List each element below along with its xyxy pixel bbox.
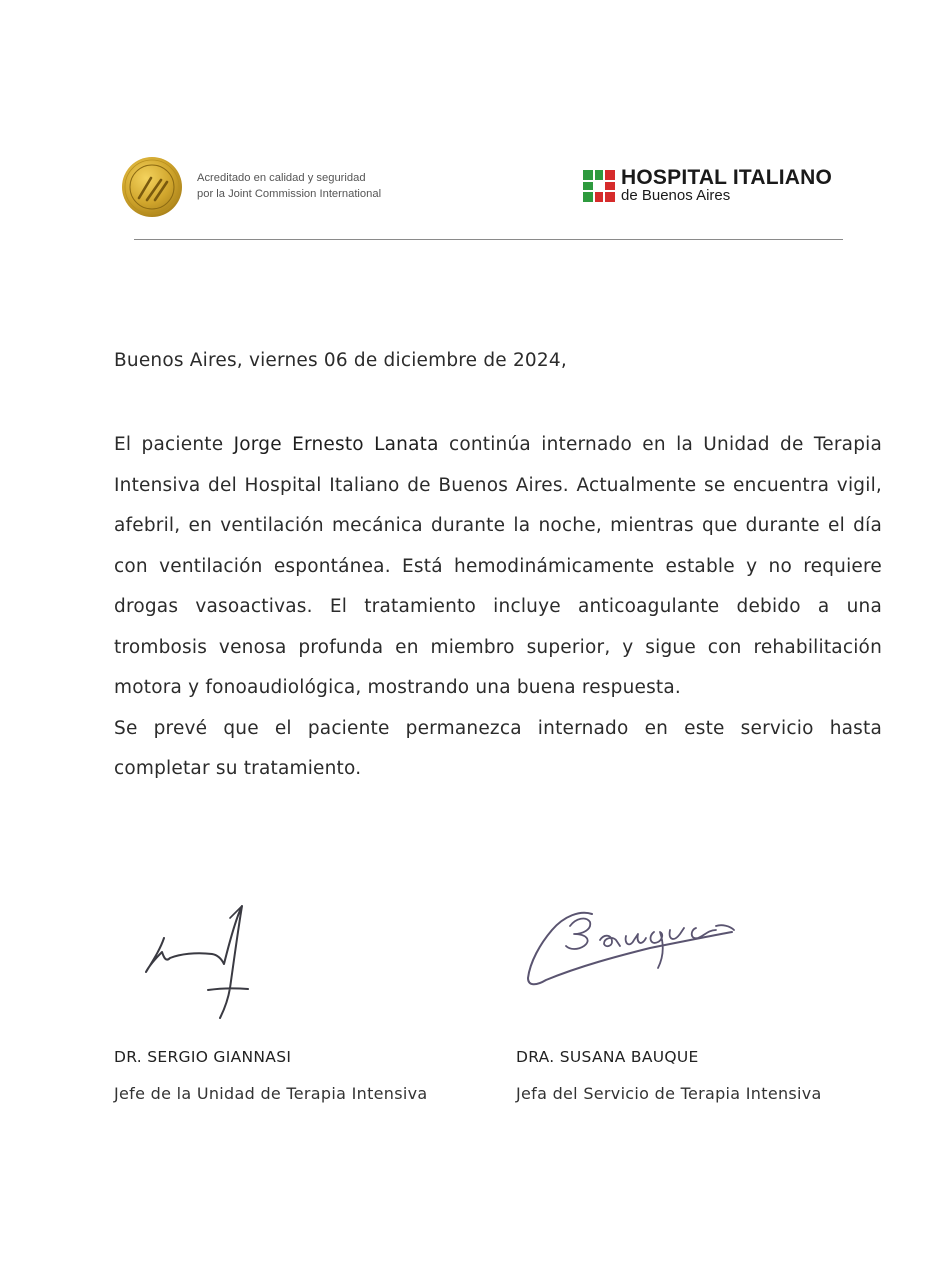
joint-commission-seal-icon — [121, 156, 183, 218]
letterhead — [0, 0, 950, 250]
accreditation-line-2: por la Joint Commission International — [197, 188, 382, 200]
paragraph-intro: El paciente — [114, 434, 234, 455]
patient-name: Jorge Ernesto Lanata — [233, 434, 439, 455]
date-line: Buenos Aires, viernes 06 de diciembre de 2024, — [114, 350, 567, 371]
letter-body — [114, 425, 882, 790]
paragraph-forecast: Se prevé que el paciente permanezca internado en este servicio hasta completar su tratamiento. — [114, 717, 882, 779]
signer-name-bauque: DRA. SUSANA BAUQUE — [516, 1048, 699, 1066]
signature-bauque — [520, 900, 740, 995]
signature-giannasi — [138, 900, 268, 1025]
accreditation-line-1: Acreditado en calidad y seguridad — [197, 172, 366, 184]
paragraph-status-text: continúa internado en la Unidad de Terapia Intensiva del Hospital Italiano de Buenos Aires. Actualmente se encuentra vigil, afebril, en ventilación mecánica durante la noche, mientras que durante el día con ventilación espontánea. Está hemodinámicamente estable y no requiere drogas vasoactivas. El tratamiento incluye anticoagulante debido a una trombosis venosa profunda en miembro superior, y sigue con rehabilitación motora y fonoaudiológica, mostrando una buena respuesta. — [114, 434, 883, 698]
hospital-name: HOSPITAL ITALIANO — [621, 166, 833, 189]
signer-role-bauque: Jefa del Servicio de Terapia Intensiva — [516, 1084, 822, 1103]
signer-name-giannasi: DR. SERGIO GIANNASI — [114, 1048, 292, 1066]
paragraph-status — [114, 425, 882, 709]
signer-role-giannasi: Jefe de la Unidad de Terapia Intensiva — [114, 1084, 428, 1103]
hospital-logo — [583, 168, 843, 208]
hospital-subtitle: de Buenos Aires — [621, 187, 731, 204]
accreditation-text — [197, 170, 381, 202]
header-divider — [134, 239, 843, 240]
italian-cross-icon — [583, 170, 615, 202]
